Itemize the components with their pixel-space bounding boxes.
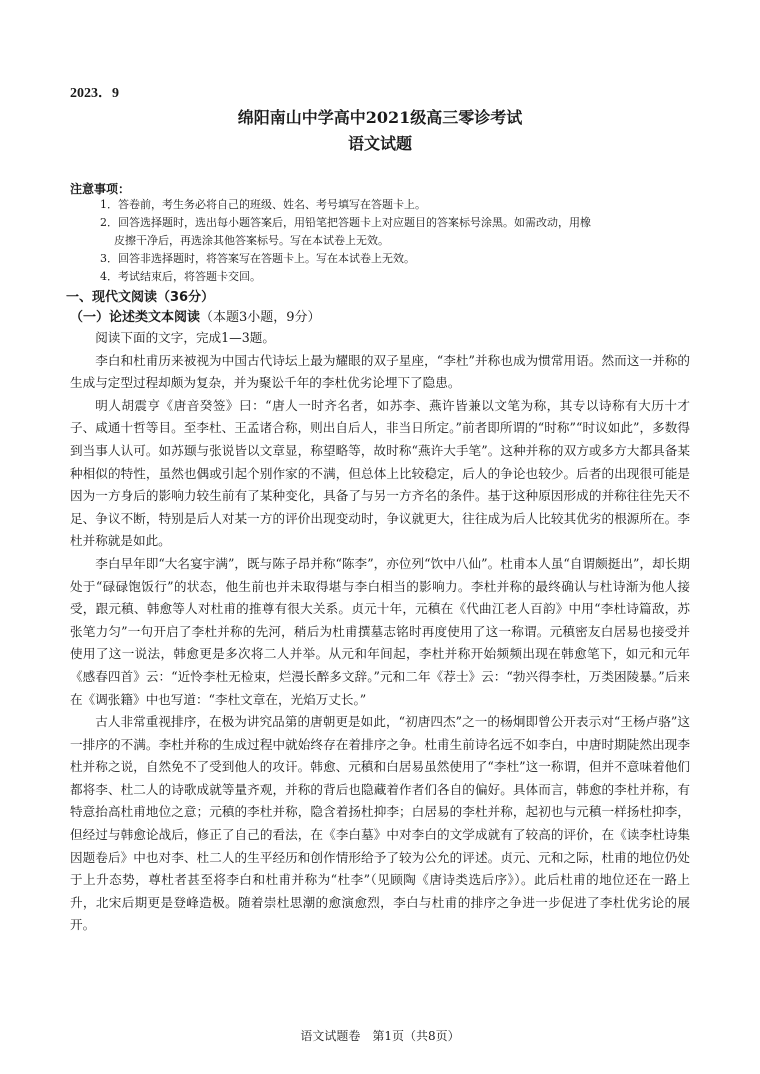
passage-paragraph-4: 古人非常重视排序，在极为讲究品第的唐朝更是如此，“初唐四杰”之一的杨炯即曾公开表示对“王杨卢骆”这一排序的不满。李杜并称的生成过程中就始终存在着排序之争。杜甫生前诗名远不如李白，中唐时期陡然出现李杜并称之说，自然免不了受到他人的攻讦。韩愈、元稹和白居易虽然使用了“李杜”这一称谓，但并不意味着他们都将李、杜二人的诗歌成就等量齐观，并称的背后也隐藏着作者们各自的偏好。具体而言，韩愈的李杜并称，有特意抬高杜甫地位之意；元稹的李杜并称，隐含着扬杜抑李；白居易的李杜并称，起初也与元稹一样扬杜抑李，但经过与韩愈论战后，修正了自己的看法，在《李白墓》中对李白的文学成就有了较高的评价，在《读李杜诗集因题卷后》中也对李、杜二人的生平经历和创作情形给予了较为公允的评述。贞元、元和之际，杜甫的地位仍处于上升态势，尊杜者甚至将李白和杜甫并称为“杜李”（见顾陶《唐诗类选后序》）。此后杜甫的地位还在一路上升，北宋后期更是登峰造极。随着崇杜思潮的愈演愈烈，李白与杜甫的排序之争进一步促进了李杜优劣论的展开。	[70, 714, 690, 933]
exam-date: 2023．9	[70, 86, 119, 101]
notice-item-2: 2．回答选择题时，选出每小题答案后，用铅笔把答题卡上对应题目的答案标号涂黑。如需改动，用橡	[100, 216, 591, 229]
notice-item-1: 1．答卷前，考生务必将自己的班级、姓名、考号填写在答题卡上。	[100, 198, 426, 211]
passage-paragraph-1: 李白和杜甫历来被视为中国古代诗坛上最为耀眼的双子星座，“李杜”并称也成为惯常用语。然而这一并称的生成与定型过程却颇为复杂，并为聚讼千年的李杜优劣论埋下了隐患。	[70, 352, 690, 391]
subsection-label: （一）论述类文本阅读	[70, 310, 201, 325]
section-heading-modern-reading: 一、现代文阅读（36分）	[66, 290, 215, 305]
subsection-heading	[70, 306, 321, 325]
notice-item-2-cont: 皮擦干净后，再选涂其他答案标号。写在本试卷上无效。	[114, 234, 389, 247]
notice-item-3: 3．回答非选择题时，将答案写在答题卡上。写在本试卷上无效。	[100, 252, 415, 265]
instruction-paragraph: 阅读下面的文字，完成1—3题。	[95, 330, 275, 345]
passage-paragraph-2: 明人胡震亨《唐音癸签》曰：“唐人一时齐名者，如苏李、燕许皆兼以文笔为称，其专以诗称有大历十才子、咸通十哲等目。至李杜、王孟诸合称，则出自后人，非当日所定。”前者即所谓的“时称”“时议如此”，多数得到当事人认可。如苏颋与张说皆以文章显，称望略等，故时称“燕许大手笔”。这种并称的双方或多方大都具备某种相似的特性，虽然也偶或引起个别作家的不满，但总体上比较稳定，后人的争论也较少。后者的出现很可能是因为一方身后的影响力较生前有了某种变化，具备了与另一方齐名的条件。基于这种原因形成的并称往往先天不足、争议不断，特别是后人对某一方的评价出现变动时，争议就更大，往往成为后人比较其优劣的根源所在。李杜并称就是如此。	[70, 397, 690, 549]
notice-item-4: 4．考试结束后，将答题卡交回。	[100, 270, 261, 283]
reading-passage	[70, 327, 690, 937]
notice-heading: 注意事项：	[70, 182, 131, 196]
page-footer: 语文试题卷 第1页（共8页）	[300, 1029, 460, 1043]
exam-title: 绵阳南山中学高中2021级高三零诊考试	[237, 108, 523, 127]
passage-paragraph-3: 李白早年即“大名宴宇满”，既与陈子昂并称“陈李”，亦位列“饮中八仙”。杜甫本人虽“自谓颇挺出”，却长期处于“碌碌饱饭行”的状态，他生前也并未取得堪与李白相当的影响力。李杜并称的最终确认与杜诗渐为他人接受，跟元稹、韩愈等人对杜甫的推尊有很大关系。贞元十年，元稹在《代曲江老人百韵》中用“李杜诗篇敌，苏张笔力匀”一句开启了李杜并称的先河，稍后为杜甫撰墓志铭时再度使用了这一称谓。元稹密友白居易也接受并使用了这一说法，韩愈更是多次将二人并举。从元和年间起，李杜并称开始频频出现在韩愈笔下，如元和元年《感春四首》云：“近怜李杜无检束，烂漫长醉多文辞。”元和二年《荐士》云：“勃兴得李杜，万类困陵暴。”后来在《调张籍》中也写道：“李杜文章在，光焰万丈长。”	[70, 555, 690, 707]
exam-subtitle: 语文试题	[347, 134, 412, 153]
subsection-note: （本题3小题，9分）	[200, 310, 321, 325]
